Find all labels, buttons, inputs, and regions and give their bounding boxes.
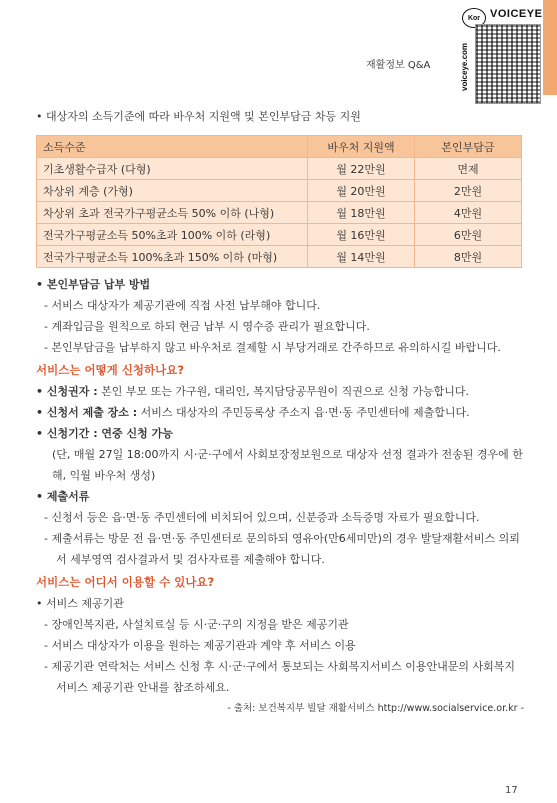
voucher-table: [36, 135, 522, 268]
voiceye-code-icon: [475, 24, 541, 104]
table-cell: 월 20만원: [308, 180, 415, 202]
table-cell: 기초생활수급자 (다형): [37, 158, 308, 180]
payment-title: • 본인부담금 납부 방법: [36, 278, 151, 291]
table-cell: 8만원: [415, 246, 522, 268]
page-content: [36, 106, 524, 718]
table-header-row: [37, 136, 522, 158]
payment-item: - 계좌입금을 원칙으로 하되 현금 납부 시 영수증 관리가 필요합니다.: [44, 320, 370, 333]
orange-tab: [543, 0, 557, 95]
applicant-text: 본인 부모 또는 가구원, 대리인, 복지담당공무원이 직권으로 신청 가능합니다.: [97, 385, 469, 398]
place-text: 서비스 대상자의 주민등록상 주소지 읍·면·동 주민센터에 제출합니다.: [137, 406, 470, 419]
use-item: - 장애인복지관, 사설치료실 등 시·군·구의 지정을 받은 제공기관: [44, 618, 349, 631]
table-cell: 차상위 초과 전국가구평균소득 50% 이하 (나형): [37, 202, 308, 224]
place-label: • 신청서 제출 장소 :: [36, 406, 138, 419]
table-cell: 전국가구평균소득 50%초과 100% 이하 (라형): [37, 224, 308, 246]
apply-section-title: 서비스는 어떻게 신청하나요?: [36, 363, 184, 377]
table-cell: 월 16만원: [308, 224, 415, 246]
docs-item: - 신청서 등은 읍·면·동 주민센터에 비치되어 있으며, 신분증과 소득증명 자료가 필요합니다.: [44, 511, 480, 524]
table-row: [37, 224, 522, 246]
page-number: 17: [505, 785, 518, 796]
use-label: • 서비스 제공기관: [36, 597, 124, 610]
payment-item: - 본인부담금을 납부하지 않고 바우처로 결제할 시 부당거래로 간주하므로 유의하시길 바랍니다.: [44, 341, 501, 354]
intro-text: • 대상자의 소득기준에 따라 바우처 지원액 및 본인부담금 차등 지원: [36, 110, 361, 123]
period-note: (단, 매월 27일 18:00까지 시·군·구에서 사회보장정보원으로 대상자 선정 결과가 전송된 경우에 한해, 익월 바우처 생성): [52, 448, 523, 482]
payment-item: - 서비스 대상자가 제공기관에 직접 사전 납부해야 합니다.: [44, 299, 321, 312]
table-cell: 월 22만원: [308, 158, 415, 180]
docs-item: - 제출서류는 방문 전 읍·면·동 주민센터로 문의하되 영유아(만6세미만)의 경우 발달재활서비스 의뢰서 세부영역 검사결과서 및 검사자료를 제출해야 합니다.: [44, 532, 520, 566]
table-cell: 면제: [415, 158, 522, 180]
kor-badge-icon: Kor: [462, 8, 486, 28]
table-cell: 차상위 계층 (가형): [37, 180, 308, 202]
table-header: 본인부담금: [415, 136, 522, 158]
table-cell: 4만원: [415, 202, 522, 224]
use-item: - 제공기관 연락처는 서비스 신청 후 시·군·구에서 통보되는 사회복지서비스 이용안내문의 사회복지서비스 제공기관 안내를 참조하세요.: [44, 660, 515, 694]
table-cell: 월 14만원: [308, 246, 415, 268]
table-row: [37, 180, 522, 202]
applicant-item: [36, 381, 524, 402]
table-row: [37, 202, 522, 224]
logo-title: VOICEYE: [490, 8, 543, 20]
period-label: • 신청기간 : 연중 신청 가능: [36, 427, 173, 440]
table-header: 소득수준: [37, 136, 308, 158]
table-cell: 월 18만원: [308, 202, 415, 224]
docs-label: • 제출서류: [36, 490, 90, 503]
use-item: - 서비스 대상자가 이용을 원하는 제공기관과 계약 후 서비스 이용: [44, 639, 356, 652]
logo-side-text: voiceye.com: [460, 42, 469, 92]
table-cell: 전국가구평균소득 100%초과 150% 이하 (마형): [37, 246, 308, 268]
table-header: 바우처 지원액: [308, 136, 415, 158]
source-note: - 출처: 보건복지부 빌달 재활서비스 http://www.socialservice.or.kr -: [227, 703, 524, 714]
table-row: [37, 246, 522, 268]
applicant-label: • 신청권자 :: [36, 385, 98, 398]
table-cell: 6만원: [415, 224, 522, 246]
table-cell: 2만원: [415, 180, 522, 202]
table-row: [37, 158, 522, 180]
use-section-title: 서비스는 어디서 이용할 수 있나요?: [36, 575, 215, 589]
header-label: 재활정보 Q&A: [366, 60, 431, 71]
place-item: [36, 402, 524, 423]
